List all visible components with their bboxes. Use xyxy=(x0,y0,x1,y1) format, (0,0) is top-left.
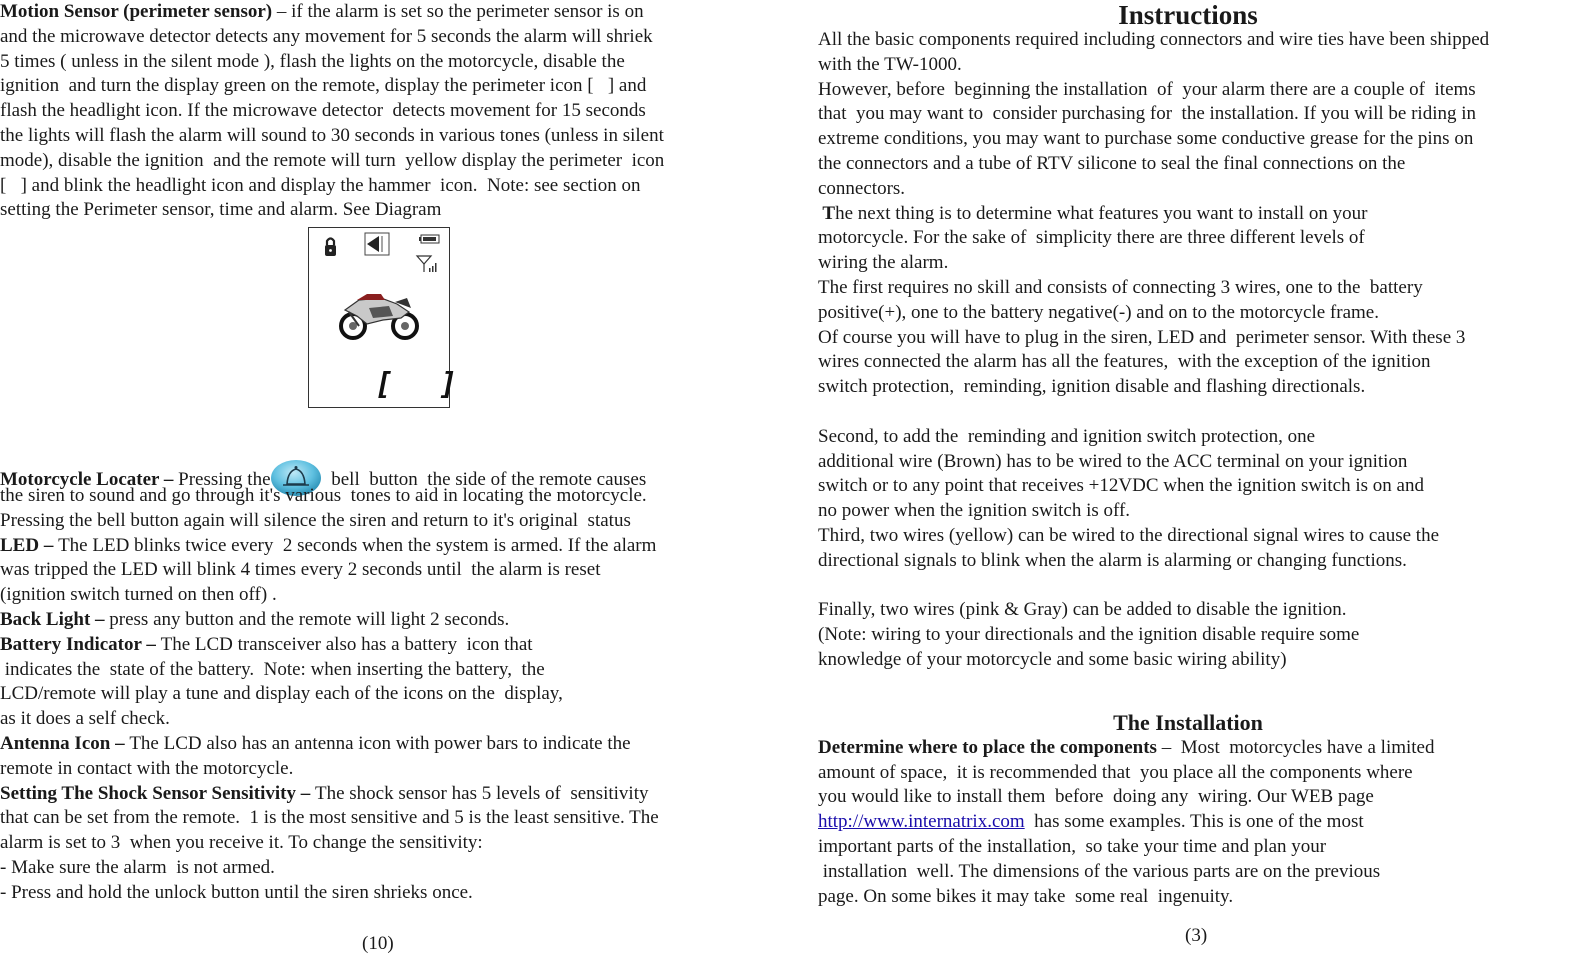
features-line: wiring the alarm. xyxy=(818,252,949,274)
determine-line: amount of space, it is recommended that you place all the components where xyxy=(818,761,1413,783)
intro-line: However, before beginning the installation of your alarm there are a couple of items xyxy=(818,78,1476,100)
features-line: The first requires no skill and consists of connecting 3 wires, one to the battery xyxy=(818,276,1423,298)
motion-line-1: Motion Sensor (perimeter sensor) – if the alarm is set so the perimeter sensor is on xyxy=(0,1,644,22)
intro-line: connectors. xyxy=(818,177,906,199)
features-line: wires connected the alarm has all the features, with the exception of the ignition xyxy=(818,351,1431,373)
motion-line: ignition and turn the display green on the remote, display the perimeter icon [ ] and xyxy=(0,75,647,97)
backlight-line-1: Back Light – press any button and the remote will light 2 seconds. xyxy=(0,608,510,630)
shock-heading: Setting The Shock Sensor Sensitivity – xyxy=(0,782,315,804)
lcd-display-svg xyxy=(309,228,472,407)
locater-heading: Motorcycle Locater – xyxy=(0,469,179,491)
battery-line: as it does a self check. xyxy=(0,708,170,730)
antenna-section xyxy=(0,732,780,782)
locater-line: Pressing the bell button again will silence the siren and return to it's original status xyxy=(0,509,631,531)
lcd-diagram xyxy=(308,227,472,408)
battery-line: indicates the state of the battery. Note: when inserting the battery, the xyxy=(0,658,545,680)
second-line: Third, two wires (yellow) can be wired to the directional signal wires to cause the xyxy=(818,524,1439,546)
gap xyxy=(818,574,1578,599)
backlight-section xyxy=(0,608,780,633)
motion-line: setting the Perimeter sensor, time and alarm. See Diagram xyxy=(0,199,442,221)
antenna-icon xyxy=(417,256,437,272)
battery-section xyxy=(0,633,780,732)
shock-section xyxy=(0,782,780,906)
led-line: was tripped the LED will blink 4 times every 2 seconds until the alarm is reset xyxy=(0,559,601,581)
shock-line: - Make sure the alarm is not armed. xyxy=(0,856,275,878)
right-page xyxy=(818,0,1578,909)
perimeter-bracket-icon: [ ] xyxy=(375,367,472,402)
battery-heading: Battery Indicator – xyxy=(0,633,161,655)
determine-heading: Determine where to place the components xyxy=(818,736,1157,758)
determine-line: important parts of the installation, so take your time and plan your xyxy=(818,835,1327,857)
motion-line: 5 times ( unless in the silent mode ), flash the lights on the motorcycle, disable the xyxy=(0,50,625,72)
antenna-heading: Antenna Icon – xyxy=(0,732,130,754)
features-line: motorcycle. For the sake of simplicity there are three different levels of xyxy=(818,227,1365,249)
page-number-right: (3) xyxy=(1185,925,1208,946)
intro-line: extreme conditions, you may want to purchase some conductive grease for the pins on xyxy=(818,128,1474,150)
motion-line: and the microwave detector detects any movement for 5 seconds the alarm will shriek xyxy=(0,25,653,47)
motion-line: the lights will flash the alarm will sound to 30 seconds in various tones (unless in silent xyxy=(0,124,664,146)
motion-heading: Motion Sensor (perimeter sensor) xyxy=(0,1,273,22)
battery-line: LCD/remote will play a tune and display each of the icons on the display, xyxy=(0,683,563,705)
led-line-1: LED – The LED blinks twice every 2 seconds when the system is armed. If the alarm xyxy=(0,534,657,556)
locater-line-1: Motorcycle Locater – Pressing the bell button the side of the remote causes xyxy=(0,459,780,484)
intro-section xyxy=(818,28,1578,202)
shock-line: that can be set from the remote. 1 is the most sensitive and 5 is the least sensitive. The xyxy=(0,807,659,829)
shock-line: alarm is set to 3 when you receive it. To change the sensitivity: xyxy=(0,832,483,854)
determine-link-line: http://www.internatrix.com has some examples. This is one of the most xyxy=(818,811,1364,833)
shock-line-1: Setting The Shock Sensor Sensitivity – The shock sensor has 5 levels of sensitivity xyxy=(0,782,649,804)
motion-sensor-section xyxy=(0,0,780,223)
motion-line: flash the headlight icon. If the microwave detector detects movement for 15 seconds xyxy=(0,100,646,122)
features-line: switch protection, reminding, ignition disable and flashing directionals. xyxy=(818,376,1366,398)
motion-line: mode), disable the ignition and the remote will turn yellow display the perimeter icon xyxy=(0,149,665,171)
second-section xyxy=(818,425,1578,574)
led-heading: LED – xyxy=(0,534,59,556)
motorcycle-icon xyxy=(341,294,417,338)
features-line: positive(+), one to the battery negative(-) and on to the motorcycle frame. xyxy=(818,301,1379,323)
finally-line: knowledge of your motorcycle and some basic wiring ability) xyxy=(818,648,1287,670)
shock-line: - Press and hold the unlock button until the siren shrieks once. xyxy=(0,881,473,903)
battery-line-1: Battery Indicator – The LCD transceiver also has a battery icon that xyxy=(0,633,533,655)
determine-line-1: Determine where to place the components – Most motorcycles have a limited xyxy=(818,736,1435,758)
second-line: switch or to any point that receives +12VDC when the ignition switch is on and xyxy=(818,475,1424,497)
determine-section xyxy=(818,736,1578,910)
antenna-line: remote in contact with the motorcycle. xyxy=(0,757,294,779)
features-section xyxy=(818,202,1578,400)
intro-line: that you may want to consider purchasing for the installation. If you will be riding in xyxy=(818,103,1477,125)
second-line: Second, to add the reminding and ignition switch protection, one xyxy=(818,425,1316,447)
battery-icon xyxy=(419,235,439,243)
intro-line: the connectors and a tube of RTV silicone to seal the final connections on the xyxy=(818,152,1406,174)
gap xyxy=(818,400,1578,425)
page-number-left: (10) xyxy=(362,933,394,954)
internatrix-link[interactable]: http://www.internatrix.com xyxy=(818,811,1025,833)
left-page xyxy=(0,0,780,906)
features-line-1: The next thing is to determine what features you want to install on your xyxy=(818,202,1368,224)
determine-line: installation well. The dimensions of the various parts are on the previous xyxy=(818,860,1381,882)
second-line: directional signals to blink when the alarm is alarming or changing functions. xyxy=(818,549,1407,571)
second-line: no power when the ignition switch is off. xyxy=(818,500,1131,522)
locater-section xyxy=(0,459,780,533)
lock-icon xyxy=(325,239,336,257)
motion-line: [ ] and blink the headlight icon and display the hammer icon. Note: see section on xyxy=(0,174,641,196)
determine-line: you would like to install them before doing any wiring. Our WEB page xyxy=(818,786,1374,808)
finally-section xyxy=(818,598,1578,672)
gap xyxy=(818,673,1578,710)
finally-line: Finally, two wires (pink & Gray) can be added to disable the ignition. xyxy=(818,599,1347,621)
intro-line: with the TW-1000. xyxy=(818,53,962,75)
features-line: Of course you will have to plug in the siren, LED and perimeter sensor. With these 3 xyxy=(818,326,1466,348)
second-line: additional wire (Brown) has to be wired to the ACC terminal on your ignition xyxy=(818,450,1408,472)
installation-title: The Installation xyxy=(1113,709,1263,735)
antenna-line-1: Antenna Icon – The LCD also has an antenna icon with power bars to indicate the xyxy=(0,732,631,754)
instructions-title: Instructions xyxy=(1118,0,1258,30)
led-line: (ignition switch turned on then off) . xyxy=(0,584,277,606)
intro-line: All the basic components required including connectors and wire ties have been shipped xyxy=(818,29,1490,50)
finally-line: (Note: wiring to your directionals and the ignition disable require some xyxy=(818,624,1360,646)
locater-line: the siren to sound and go through it's various tones to aid in locating the motorcycle. xyxy=(0,484,647,506)
backlight-heading: Back Light – xyxy=(0,608,110,630)
determine-line: page. On some bikes it may take some real ingenuity. xyxy=(818,885,1234,907)
led-section xyxy=(0,534,780,608)
speaker-icon xyxy=(365,233,389,255)
